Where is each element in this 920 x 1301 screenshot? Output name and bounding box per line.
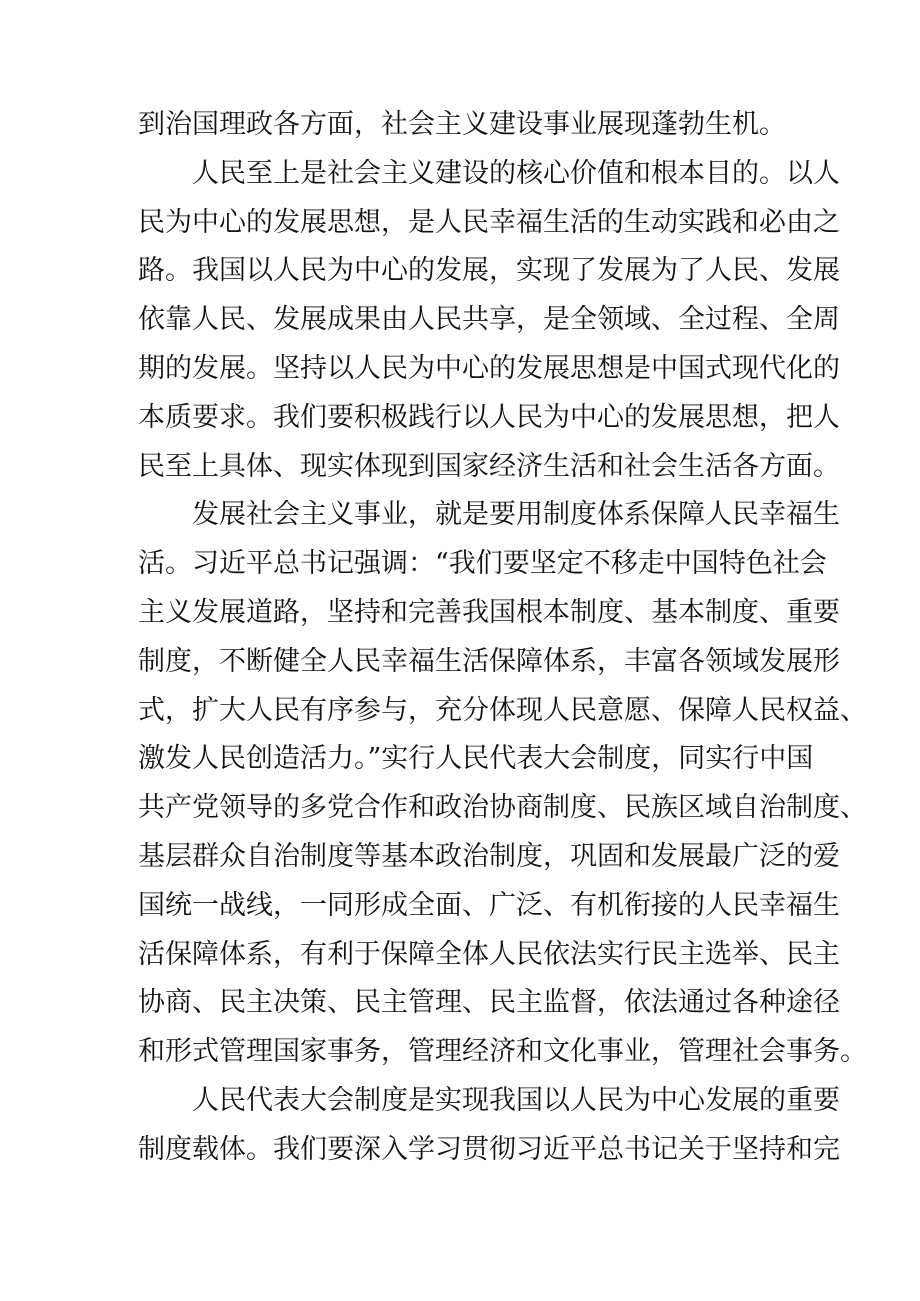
text-line: 活保障体系，有利于保障全体人民依法实行民主选举、民主 <box>138 938 840 970</box>
text-line: 式，扩大人民有序参与，充分体现人民意愿、保障人民权益、 <box>138 694 867 726</box>
text-line: 民为中心的发展思想，是人民幸福生活的生动实践和必由之 <box>138 206 840 238</box>
text-line: 共产党领导的多党合作和政治协商制度、民族区域自治制度、 <box>138 792 867 824</box>
text-line: 国统一战线，一同形成全面、广泛、有机衔接的人民幸福生 <box>138 889 840 921</box>
text-line: 和形式管理国家事务，管理经济和文化事业，管理社会事务。 <box>138 1036 867 1068</box>
text-line: 到治国理政各方面，社会主义建设事业展现蓬勃生机。 <box>138 109 786 140</box>
text-line: 制度载体。我们要深入学习贯彻习近平总书记关于坚持和完 <box>138 1133 840 1165</box>
text-line: 活。习近平总书记强调：“我们要坚定不移走中国特色社会 <box>138 548 827 580</box>
text-line: 主义发展道路，坚持和完善我国根本制度、基本制度、重要 <box>138 596 840 628</box>
text-line: 期的发展。坚持以人民为中心的发展思想是中国式现代化的 <box>138 352 840 384</box>
paragraph-first-line: 人民代表大会制度是实现我国以人民为中心发展的重要 <box>192 1084 840 1116</box>
text-line: 协商、民主决策、民主管理、民主监督，依法通过各种途径 <box>138 987 840 1019</box>
text-line: 依靠人民、发展成果由人民共享，是全领域、全过程、全周 <box>138 304 840 336</box>
paragraph-first-line: 发展社会主义事业，就是要用制度体系保障人民幸福生 <box>192 499 840 531</box>
text-line: 激发人民创造活力。”实行人民代表大会制度，同实行中国 <box>138 743 814 775</box>
text-line: 路。我国以人民为中心的发展，实现了发展为了人民、发展 <box>138 255 840 287</box>
document-body <box>138 101 867 1175</box>
text-line: 民至上具体、现实体现到国家经济生活和社会生活各方面。 <box>138 450 840 482</box>
text-line: 基层群众自治制度等基本政治制度，巩固和发展最广泛的爱 <box>138 840 840 872</box>
paragraph-first-line: 人民至上是社会主义建设的核心价值和根本目的。以人 <box>192 157 840 189</box>
text-line: 本质要求。我们要积极践行以人民为中心的发展思想，把人 <box>138 401 840 433</box>
text-line: 制度，不断健全人民幸福生活保障体系，丰富各领域发展形 <box>138 645 840 677</box>
